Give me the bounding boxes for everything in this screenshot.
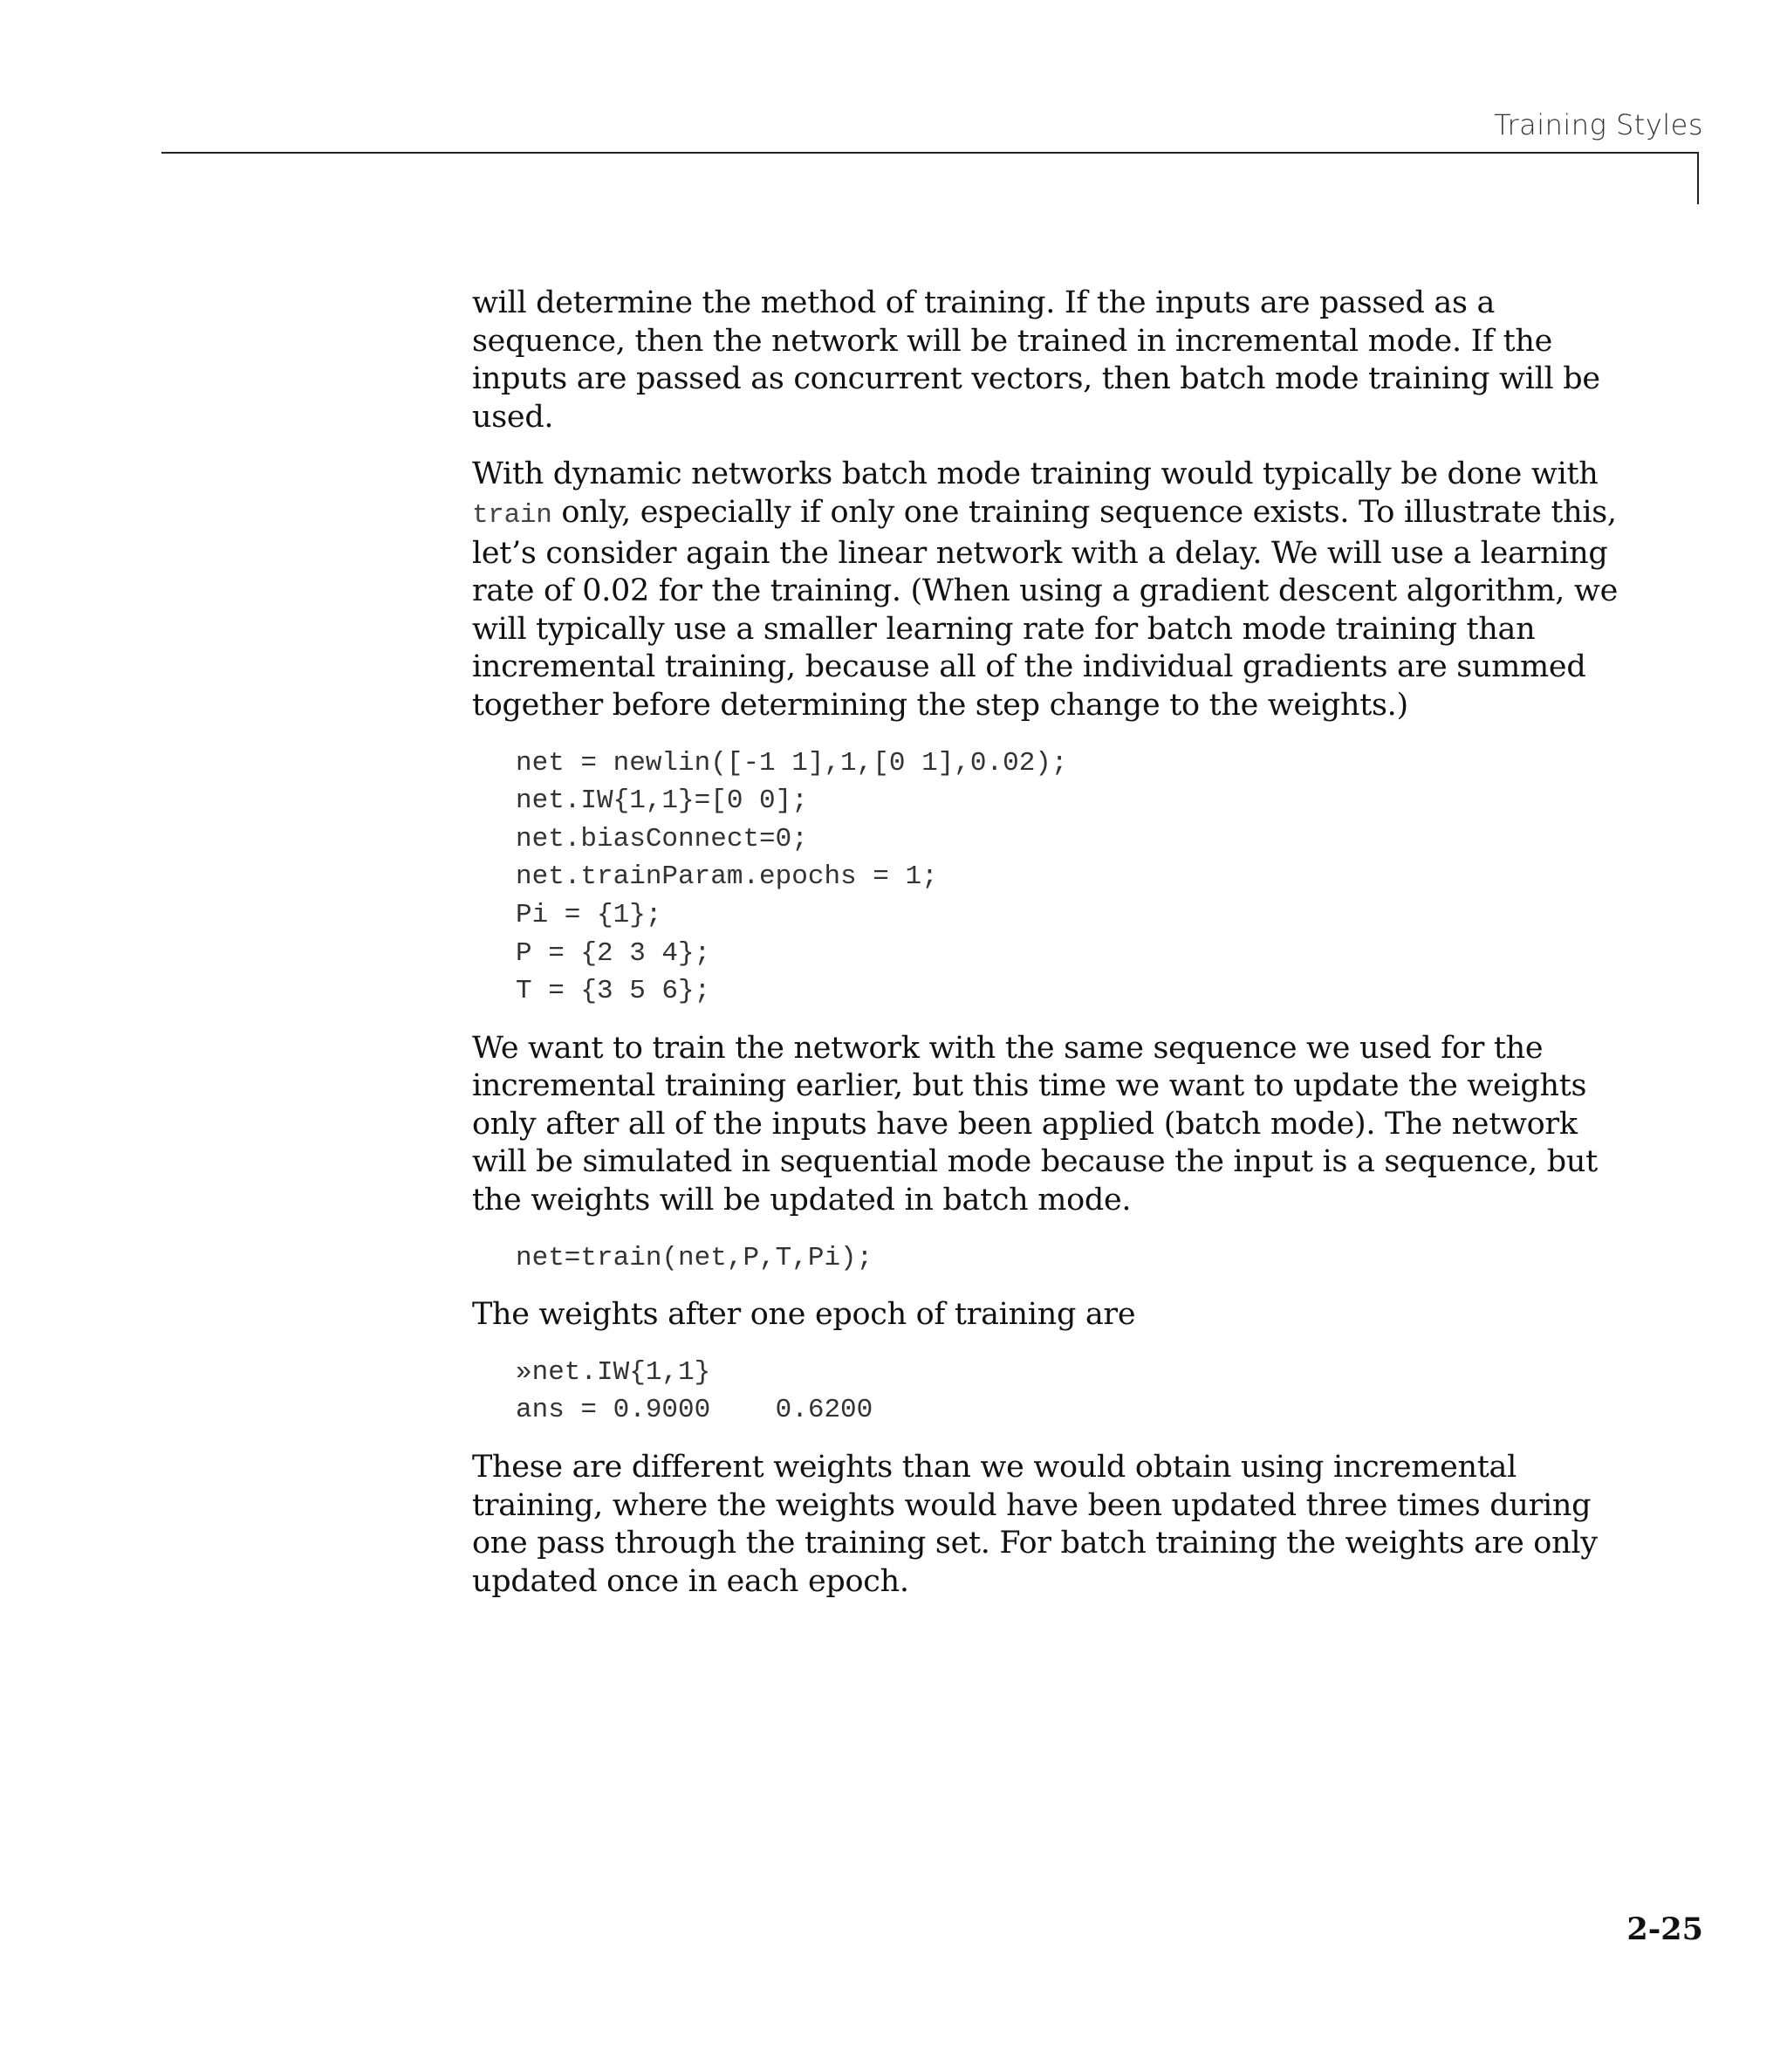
code-block-result xyxy=(516,1354,1633,1430)
inline-code-train: train xyxy=(472,499,552,531)
paragraph-conclusion: These are different weights than we would obtain using incremental training, where the weights would have been updated three times during one pass through the training set. For batch training the weights are only updated once in each epoch. xyxy=(472,1450,1598,1599)
paragraph-batch-explanation: We want to train the network with the same sequence we used for the incremental training earlier, but this time we want to update the weights only after all of the inputs have been applied (batch mode). The network will be simulated in sequential mode because the input is a sequence, but the weights will be updated in batch mode. xyxy=(472,1030,1598,1218)
code-line: net = newlin([-1 1],1,[0 1],0.02); xyxy=(516,747,1068,779)
code-line: ans = 0.9000 0.6200 xyxy=(516,1395,873,1426)
code-block-train xyxy=(516,1239,1633,1278)
main-text-column xyxy=(472,285,1633,1620)
code-line: »net.IW{1,1} xyxy=(516,1356,711,1388)
paragraph-weights-intro: The weights after one epoch of training are xyxy=(472,1297,1136,1333)
paragraph-text: With dynamic networks batch mode training would typically be done with xyxy=(472,456,1599,492)
paragraph-intro: will determine the method of training. If the inputs are passed as a sequence, then the network will be trained in incremental mode. If the inputs are passed as concurrent vectors, then batch mode training will be used. xyxy=(472,285,1600,435)
header-rule-tick xyxy=(1697,152,1699,204)
running-header-title: Training Styles xyxy=(1494,108,1703,141)
code-line: net.IW{1,1}=[0 0]; xyxy=(516,786,808,817)
paragraph-dynamic-networks xyxy=(472,456,1633,724)
code-line: net=train(net,P,T,Pi); xyxy=(516,1242,873,1273)
code-line: Pi = {1}; xyxy=(516,899,662,930)
code-line: net.biasConnect=0; xyxy=(516,823,808,854)
page-number: 2-25 xyxy=(1626,1911,1703,1947)
code-line: T = {3 5 6}; xyxy=(516,976,711,1007)
code-line: P = {2 3 4}; xyxy=(516,937,711,969)
paragraph-text: only, especially if only one training sequence exists. To illustrate this, let’s consider again the linear network with a delay. We will use a learning rate of 0.02 for the training. (When using a gradient descent algorithm, we will typically use a smaller learning rate for batch mode training than incremental training, because all of the individual gradients are summed together before determining the step change to the weights.) xyxy=(472,494,1618,723)
code-line: net.trainParam.epochs = 1; xyxy=(516,861,938,893)
header-rule xyxy=(161,152,1699,154)
code-block-setup xyxy=(516,744,1633,1011)
